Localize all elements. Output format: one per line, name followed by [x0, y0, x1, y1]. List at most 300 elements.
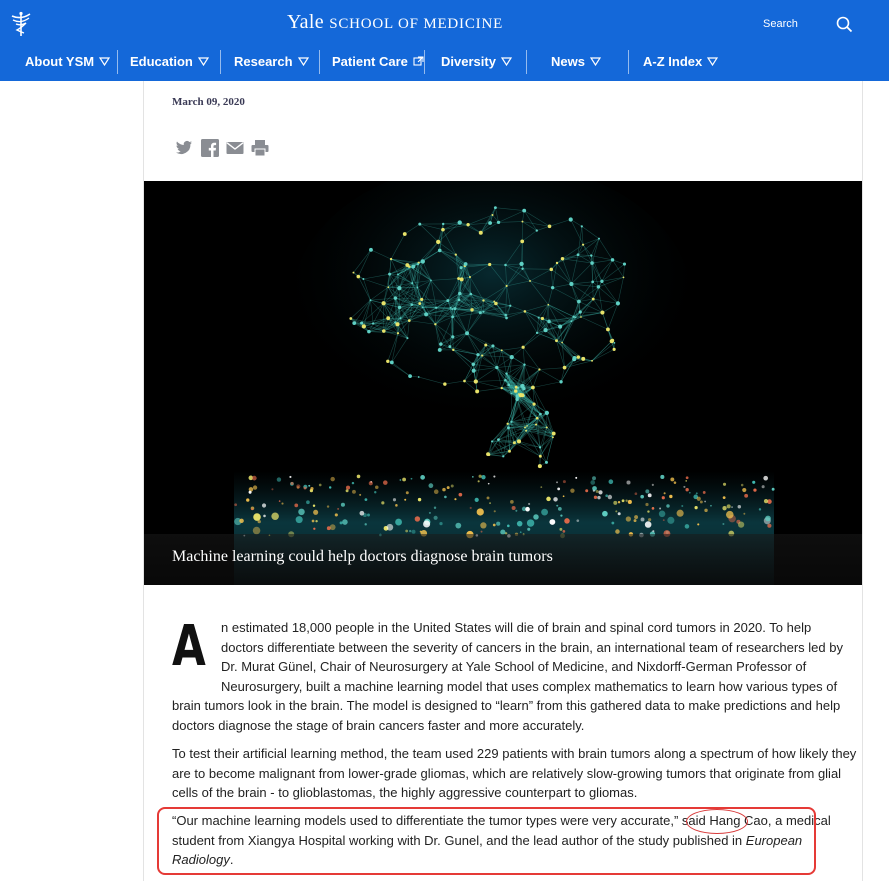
nav-item-news[interactable] [551, 46, 601, 76]
network-node [502, 455, 504, 457]
bokeh-light [592, 476, 596, 480]
bokeh-light [563, 495, 565, 497]
network-node [372, 322, 374, 324]
journal-name-part[interactable]: Radiology [172, 852, 230, 867]
network-node [398, 306, 401, 309]
network-node [505, 317, 508, 320]
bokeh-light [723, 483, 726, 486]
bokeh-light [613, 501, 617, 505]
triangle-down-icon [99, 57, 110, 66]
network-node [507, 384, 510, 387]
network-node [522, 209, 526, 213]
search-label[interactable]: Search [763, 18, 798, 30]
bokeh-light [277, 477, 281, 481]
bokeh-light [648, 518, 651, 521]
bokeh-light [640, 495, 644, 499]
bokeh-light [752, 481, 755, 484]
bokeh-light [475, 498, 479, 502]
hero-caption: Machine learning could help doctors diagnose brain tumors [172, 548, 553, 565]
network-node [492, 214, 494, 216]
bokeh-light [346, 486, 350, 490]
network-node [539, 446, 541, 448]
nav-label: News [551, 53, 585, 69]
network-node [388, 273, 391, 276]
bokeh-light [294, 504, 298, 508]
bokeh-light [556, 481, 558, 483]
network-node [418, 223, 421, 226]
bokeh-light [308, 485, 310, 487]
network-node [526, 425, 528, 427]
bokeh-light [444, 496, 447, 499]
paragraph-2-line: To test their artificial learning method, the team used 229 patients with brain tumors along a spectrum of how likely they [172, 746, 857, 761]
bokeh-light [352, 490, 356, 494]
network-node [488, 454, 490, 456]
network-node [522, 387, 525, 390]
network-node [572, 316, 574, 318]
bokeh-light [685, 524, 690, 529]
bokeh-light [327, 505, 329, 507]
bokeh-light [609, 479, 614, 484]
network-node [571, 320, 573, 322]
bokeh-light [423, 520, 430, 527]
nav-item-about-ysm[interactable] [25, 46, 110, 76]
network-node [613, 348, 616, 351]
bokeh-light [563, 480, 566, 483]
network-node [450, 307, 452, 309]
network-node [386, 316, 390, 320]
facebook-icon[interactable] [200, 138, 220, 158]
bokeh-light [546, 497, 551, 502]
bokeh-light [365, 498, 368, 501]
network-node [535, 424, 537, 426]
network-node [590, 261, 594, 265]
bokeh-light [239, 519, 243, 523]
network-node [606, 327, 610, 331]
nav-label: A-Z Index [643, 53, 703, 69]
triangle-down-icon [707, 57, 718, 66]
network-node [536, 417, 539, 420]
bokeh-light [557, 487, 560, 490]
network-node [509, 305, 511, 307]
journal-name-part[interactable]: European [745, 833, 803, 848]
network-node [362, 324, 366, 328]
nav-divider [526, 50, 527, 74]
network-node [515, 386, 518, 389]
paragraph-1-line: doctors diagnose the stage of brain cancers faster and more accurately. [172, 718, 585, 733]
network-node [451, 316, 454, 319]
bokeh-light [375, 485, 379, 489]
network-node [517, 439, 521, 443]
bokeh-light [645, 521, 652, 528]
bokeh-light [594, 496, 597, 499]
network-node [550, 268, 554, 272]
bokeh-light [330, 477, 334, 481]
network-node [436, 240, 440, 244]
network-node [408, 319, 411, 322]
bokeh-light [470, 507, 472, 509]
network-node [434, 323, 436, 325]
quote-line: “Our machine learning models used to differentiate the tumor types were very accurate,” said Hang Cao, a medical [172, 813, 831, 828]
bokeh-light [487, 496, 490, 499]
bokeh-light [330, 524, 336, 530]
network-node [504, 379, 507, 382]
site-header [0, 0, 889, 81]
network-node [561, 257, 564, 260]
bokeh-light [697, 523, 699, 525]
network-node [547, 320, 551, 324]
bokeh-light [454, 498, 456, 500]
bokeh-light [517, 521, 523, 527]
bokeh-light [628, 500, 632, 504]
bokeh-light [395, 519, 402, 526]
network-node [483, 311, 485, 313]
network-node [411, 303, 414, 306]
network-node [495, 366, 498, 369]
bokeh-light [489, 502, 491, 504]
network-node [399, 317, 401, 319]
network-node [581, 225, 583, 227]
bokeh-light [659, 507, 661, 509]
bokeh-light [434, 489, 439, 494]
bokeh-light [722, 506, 726, 510]
bokeh-light [704, 501, 706, 503]
network-node [451, 335, 454, 338]
network-node [466, 223, 469, 226]
bokeh-light [685, 480, 687, 482]
bokeh-light [479, 475, 482, 478]
bokeh-light [369, 481, 373, 485]
network-node [472, 362, 476, 366]
bokeh-light [767, 524, 771, 528]
bokeh-light [253, 485, 257, 489]
network-node [538, 464, 542, 468]
nav-label: Education [130, 53, 193, 69]
network-node [536, 332, 538, 334]
bokeh-light [605, 494, 608, 497]
hero-image [144, 181, 862, 585]
network-node [430, 280, 432, 282]
network-node [600, 280, 603, 283]
network-node [460, 277, 464, 281]
brand-sub: SCHOOL OF MEDICINE [329, 16, 504, 32]
bokeh-light [374, 491, 376, 493]
network-node [611, 258, 614, 261]
bokeh-light [459, 493, 463, 497]
network-node [577, 355, 580, 358]
bokeh-light [622, 499, 625, 502]
network-node [352, 321, 356, 325]
bokeh-light [553, 497, 557, 501]
bokeh-light [652, 507, 655, 510]
network-node [421, 259, 425, 263]
bokeh-light [541, 509, 548, 516]
bokeh-light [383, 480, 388, 485]
network-node [545, 461, 548, 464]
network-node [539, 413, 542, 416]
bokeh-light [341, 503, 345, 507]
network-node [580, 316, 582, 318]
nav-item-education[interactable] [130, 46, 209, 76]
network-node [453, 307, 456, 310]
network-node [475, 389, 479, 393]
nav-label: About YSM [25, 53, 95, 69]
network-node [597, 285, 600, 288]
bokeh-light [515, 510, 517, 512]
network-node [370, 299, 372, 301]
bokeh-light [731, 506, 733, 508]
bokeh-light [434, 507, 436, 509]
bokeh-light [415, 516, 420, 521]
bokeh-light [420, 475, 425, 480]
bokeh-light [626, 516, 631, 521]
network-node [577, 300, 581, 304]
quote-text: . [229, 852, 234, 867]
bokeh-light [393, 498, 396, 501]
network-node [514, 389, 517, 392]
bokeh-light [342, 519, 348, 525]
bokeh-light [381, 501, 384, 504]
bokeh-light [306, 500, 310, 504]
network-node [411, 265, 415, 269]
network-node [515, 397, 519, 401]
network-node [505, 372, 507, 374]
network-node [417, 287, 419, 289]
network-node [394, 296, 397, 299]
bokeh-light [359, 494, 361, 496]
network-node [569, 217, 573, 221]
bokeh-light [409, 530, 411, 532]
bokeh-light [570, 489, 574, 493]
bokeh-light [429, 512, 431, 514]
bokeh-light [263, 515, 266, 518]
nav-item-research[interactable] [234, 46, 309, 76]
bokeh-light [596, 490, 599, 493]
bokeh-light [670, 477, 674, 481]
bokeh-light [493, 524, 496, 527]
bokeh-light [234, 503, 237, 506]
nav-item-patient-care[interactable] [332, 46, 424, 76]
network-node [390, 258, 392, 260]
bokeh-light [405, 530, 408, 533]
bokeh-light [669, 495, 672, 498]
network-node [507, 423, 509, 425]
network-node [446, 299, 449, 302]
bokeh-light [704, 509, 707, 512]
quote-text: student from Xiangya Hospital working with Dr. Gunel, and the lead author of the study published in [172, 833, 746, 848]
bokeh-light [251, 508, 253, 510]
bokeh-light [312, 520, 315, 523]
bokeh-light [527, 519, 534, 526]
network-node [397, 332, 399, 334]
network-node [545, 411, 549, 415]
network-node [397, 274, 399, 276]
network-node [470, 308, 473, 311]
bokeh-light [455, 523, 461, 529]
network-node [481, 355, 483, 357]
bokeh-light [290, 482, 293, 485]
network-node [455, 253, 457, 255]
bokeh-light [488, 483, 490, 485]
bokeh-light [743, 513, 745, 515]
bokeh-light [593, 490, 595, 492]
bokeh-light [279, 500, 281, 502]
bokeh-light [681, 505, 683, 507]
network-node [623, 263, 626, 266]
bokeh-light [590, 480, 595, 485]
network-node [418, 302, 421, 305]
network-node [360, 321, 363, 324]
bokeh-light [367, 514, 370, 517]
bokeh-light [271, 488, 273, 490]
bokeh-light [615, 510, 617, 512]
network-node [616, 301, 620, 305]
bokeh-light [527, 528, 530, 531]
network-node [546, 426, 548, 428]
network-node [582, 244, 584, 246]
bokeh-light [480, 522, 486, 528]
email-icon[interactable] [225, 138, 245, 158]
bokeh-light [703, 491, 706, 494]
network-node [369, 248, 373, 252]
network-node [520, 393, 524, 397]
bokeh-light [406, 491, 409, 494]
network-node [474, 379, 478, 383]
bokeh-light [744, 494, 748, 498]
network-node [356, 275, 360, 279]
network-node [472, 369, 476, 373]
bokeh-light [346, 489, 349, 492]
network-node [382, 329, 386, 333]
network-node [451, 308, 453, 310]
network-node [581, 357, 585, 361]
main-nav [0, 46, 889, 76]
network-node [536, 229, 538, 231]
bokeh-light [510, 500, 514, 504]
bokeh-light [481, 475, 485, 479]
bokeh-light [352, 482, 354, 484]
bokeh-light [549, 519, 555, 525]
network-node [556, 262, 558, 264]
network-node [491, 344, 494, 347]
bokeh-light [271, 512, 279, 520]
network-node [573, 356, 577, 360]
network-node [507, 426, 510, 429]
network-node [522, 221, 524, 223]
bokeh-light [677, 510, 684, 517]
bokeh-light [762, 485, 765, 488]
bokeh-light [387, 524, 394, 531]
bokeh-light [772, 488, 775, 491]
external-link-icon [413, 56, 424, 66]
bokeh-light [360, 511, 365, 516]
print-icon[interactable] [250, 138, 270, 158]
bokeh-light [663, 519, 665, 521]
network-node [387, 286, 389, 288]
network-node [531, 386, 535, 390]
bokeh-light [304, 487, 307, 490]
network-node [538, 317, 540, 319]
nav-item-diversity[interactable] [441, 46, 512, 76]
network-node [469, 276, 471, 278]
nav-divider [220, 50, 221, 74]
network-node [452, 349, 454, 351]
bokeh-light [411, 478, 413, 480]
brain-network-illustration [144, 181, 862, 585]
bokeh-light [660, 475, 664, 479]
bokeh-light [533, 514, 538, 519]
bokeh-light [478, 480, 480, 482]
bokeh-light [494, 510, 496, 512]
bokeh-light [674, 481, 677, 484]
network-node [497, 221, 500, 224]
paragraph-1-line: doctors differentiate between the severity of cancers in the brain, an international team of researchers led by [221, 640, 843, 655]
network-node [591, 360, 593, 362]
site-brand[interactable] [0, 11, 790, 34]
bokeh-light [710, 505, 712, 507]
network-node [442, 223, 444, 225]
nav-label: Research [234, 53, 293, 69]
bokeh-light [520, 531, 522, 533]
network-node [458, 299, 461, 302]
network-node [524, 310, 527, 313]
nav-divider [424, 50, 425, 74]
bokeh-light [723, 496, 726, 499]
bokeh-light [258, 520, 261, 523]
bokeh-light [626, 480, 630, 484]
network-node [405, 263, 409, 267]
nav-divider [117, 50, 118, 74]
twitter-icon[interactable] [174, 138, 194, 158]
bokeh-light [765, 516, 771, 522]
bokeh-light [365, 523, 367, 525]
network-node [458, 292, 461, 295]
article-date: March 09, 2020 [172, 96, 245, 108]
bokeh-light [439, 522, 442, 525]
network-node [623, 276, 625, 278]
network-node [443, 382, 446, 385]
network-node [598, 238, 600, 240]
bokeh-light [558, 507, 562, 511]
network-node [558, 325, 562, 329]
name-circle-annotation [686, 809, 748, 834]
network-node [563, 366, 567, 370]
bokeh-light [249, 491, 252, 494]
network-node [614, 342, 616, 344]
magnifier-icon[interactable] [836, 16, 853, 33]
bokeh-light [556, 505, 558, 507]
bokeh-light [281, 502, 283, 504]
bokeh-light [652, 530, 654, 532]
network-node [493, 301, 495, 303]
triangle-down-icon [298, 57, 309, 66]
network-node [422, 307, 424, 309]
bokeh-light [602, 511, 608, 517]
bokeh-light [647, 510, 649, 512]
bokeh-light [694, 506, 697, 509]
network-node [506, 285, 508, 287]
bokeh-light [340, 521, 343, 524]
bokeh-light [481, 531, 483, 533]
network-node [362, 278, 364, 280]
network-node [441, 228, 445, 232]
bokeh-light [741, 484, 744, 487]
bokeh-light [252, 476, 257, 481]
nav-item-az-index[interactable] [643, 46, 718, 76]
brand-main: Yale [286, 11, 324, 33]
bokeh-light [496, 522, 500, 526]
network-node [600, 310, 604, 314]
network-node [524, 426, 526, 428]
